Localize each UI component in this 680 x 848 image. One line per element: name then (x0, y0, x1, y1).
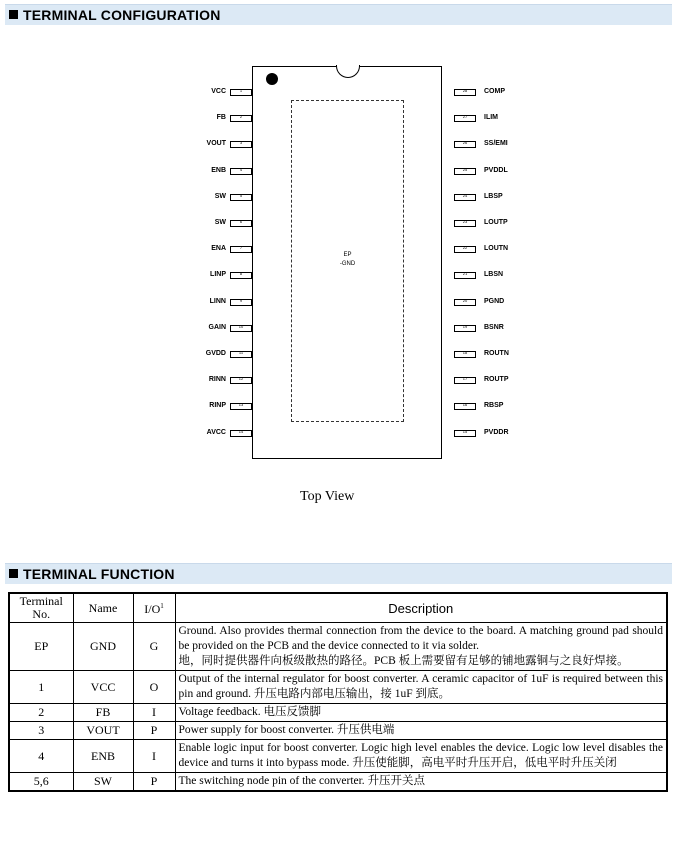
section-bullet-icon (9, 569, 18, 578)
description-english: Enable logic input for boost converter. Logic high level enables the device. Logic low level disables the device and turns it into bypass mode. (178, 742, 663, 769)
pin-right-27 (454, 115, 476, 122)
pin-right-17 (454, 377, 476, 384)
pin-right-23 (454, 220, 476, 227)
pin-name-right: BSNR (484, 324, 504, 331)
cell-terminal-no: 1 (9, 671, 73, 704)
pin-name-left: SW (214, 193, 226, 200)
cell-name: SW (73, 773, 133, 792)
cell-description (175, 773, 667, 792)
pin-number: 14 (238, 429, 244, 434)
pin-left-3 (230, 141, 252, 148)
cell-terminal-no: 3 (9, 722, 73, 740)
description-chinese: 地，同时提供器件向板级散热的路径。PCB 板上需要留有足够的铺地露铜与之良好焊接。 (178, 655, 629, 667)
pin-number: 19 (462, 324, 468, 329)
description-chinese: 升压供电端 (334, 724, 395, 736)
pin-number: 9 (239, 298, 243, 303)
pin-name-left: GVDD (205, 350, 226, 357)
pin-name-left: VOUT (206, 140, 226, 147)
terminal-function-table (8, 592, 668, 792)
pin-left-5 (230, 194, 252, 201)
pin-number: 16 (462, 402, 468, 407)
pin-name-left: LINP (210, 271, 226, 278)
cell-io: I (133, 704, 175, 722)
exposed-pad (291, 100, 404, 422)
cell-terminal-no: 2 (9, 704, 73, 722)
pin-number: 22 (462, 245, 468, 250)
table-row (9, 722, 667, 740)
cell-name: VCC (73, 671, 133, 704)
description-chinese: 升压开关点 (364, 775, 426, 787)
pin-right-16 (454, 403, 476, 410)
pin-left-14 (230, 430, 252, 437)
pin-name-right: PGND (484, 298, 505, 305)
pin-left-4 (230, 168, 252, 175)
pin-name-left: RINN (208, 376, 226, 383)
pin-number: 8 (239, 271, 243, 276)
header-terminal-no (9, 593, 73, 623)
pin-right-26 (454, 141, 476, 148)
table-row (9, 671, 667, 704)
table-header-row (9, 593, 667, 623)
pin-right-15 (454, 430, 476, 437)
pin-right-20 (454, 299, 476, 306)
pin-right-25 (454, 168, 476, 175)
pin-name-left: VCC (211, 88, 226, 95)
pin-number: 4 (239, 167, 243, 172)
table-row (9, 740, 667, 773)
pin-number: 11 (238, 350, 244, 355)
table-row (9, 623, 667, 671)
cell-terminal-no: 4 (9, 740, 73, 773)
pin-name-right: SS/EMI (484, 140, 508, 147)
pin-number: 1 (239, 88, 243, 93)
cell-terminal-no: EP (9, 623, 73, 671)
pin-name-right: ROUTP (484, 376, 509, 383)
cell-name: FB (73, 704, 133, 722)
terminal-configuration-header (5, 4, 672, 25)
pin-number: 25 (462, 167, 468, 172)
ic-package-body (252, 66, 442, 459)
cell-io: P (133, 773, 175, 792)
description-english: Voltage feedback. (178, 706, 261, 718)
diagram-caption: Top View (300, 489, 355, 504)
pin-number: 5 (239, 193, 243, 198)
header-name: Name (73, 593, 133, 623)
pin-name-right: RBSP (484, 402, 504, 409)
cell-description (175, 704, 667, 722)
pin-name-right: LOUTN (484, 245, 509, 252)
header-io (133, 593, 175, 623)
pin-number: 18 (462, 350, 468, 355)
pin-name-left: RINP (209, 402, 226, 409)
pin-number: 21 (462, 271, 468, 276)
pin-number: 28 (462, 88, 468, 93)
pin-number: 13 (238, 402, 244, 407)
header-terminal-line1: Terminal (19, 594, 63, 608)
pin-left-10 (230, 325, 252, 332)
pin-name-right: LOUTP (484, 219, 508, 226)
pin-number: 15 (462, 429, 468, 434)
pin-left-13 (230, 403, 252, 410)
pin-number: 23 (462, 219, 468, 224)
description-chinese: 升压电路内部电压输出，接 1uF 到底。 (251, 688, 451, 700)
cell-io: G (133, 623, 175, 671)
section-title: TERMINAL FUNCTION (23, 566, 175, 582)
pin-name-right: LBSN (484, 271, 504, 278)
pin-name-right: LBSP (484, 193, 503, 200)
pin-name-left: LINN (209, 298, 226, 305)
pin-number: 2 (239, 114, 243, 119)
description-english: Output of the internal regulator for boost converter. A ceramic capacitor of 1uF is required between this pin and ground. (178, 673, 663, 700)
pin-number: 6 (239, 219, 243, 224)
pin-left-1 (230, 89, 252, 96)
pin-left-12 (230, 377, 252, 384)
pin-number: 3 (239, 140, 243, 145)
pin-name-left: AVCC (206, 429, 226, 436)
cell-name: VOUT (73, 722, 133, 740)
pin-number: 27 (462, 114, 468, 119)
cell-description (175, 623, 667, 671)
pin-right-24 (454, 194, 476, 201)
pin-number: 24 (462, 193, 468, 198)
pin-right-22 (454, 246, 476, 253)
ep-label-line1: EP (343, 252, 352, 258)
description-chinese: 升压使能脚，高电平时升压开启，低电平时升压关闭 (349, 757, 617, 769)
cell-terminal-no: 5,6 (9, 773, 73, 792)
package-notch (336, 65, 360, 78)
exposed-pad-label (292, 251, 403, 269)
pin-name-left: ENA (211, 245, 226, 252)
pin-right-28 (454, 89, 476, 96)
pin-name-right: COMP (484, 88, 505, 95)
pin-number: 12 (238, 376, 244, 381)
cell-io: I (133, 740, 175, 773)
cell-description (175, 740, 667, 773)
cell-description (175, 722, 667, 740)
pin-number: 7 (239, 245, 243, 250)
table-body (9, 623, 667, 792)
section-title: TERMINAL CONFIGURATION (23, 7, 221, 23)
cell-name: ENB (73, 740, 133, 773)
pin-left-11 (230, 351, 252, 358)
pin1-indicator-dot (266, 73, 278, 85)
pin-left-2 (230, 115, 252, 122)
pin-left-6 (230, 220, 252, 227)
pin-left-8 (230, 272, 252, 279)
pin-name-left: SW (214, 219, 226, 226)
pin-name-right: ROUTN (484, 350, 509, 357)
section-bullet-icon (9, 10, 18, 19)
pin-name-left: FB (216, 114, 226, 121)
pin-number: 26 (462, 140, 468, 145)
ep-label-line2: -GND (339, 261, 356, 267)
pin-name-left: ENB (211, 167, 226, 174)
terminal-function-header (5, 563, 672, 584)
cell-description (175, 671, 667, 704)
cell-io: P (133, 722, 175, 740)
pin-name-right: ILIM (484, 114, 498, 121)
table-row (9, 773, 667, 792)
header-description: Description (175, 593, 667, 623)
pin-number: 10 (238, 324, 244, 329)
header-terminal-line2: No. (32, 607, 51, 621)
pin-right-21 (454, 272, 476, 279)
description-english: Power supply for boost converter. (178, 724, 335, 736)
description-english: The switching node pin of the converter. (178, 775, 365, 787)
pin-right-18 (454, 351, 476, 358)
description-chinese: 电压反馈脚 (260, 706, 322, 718)
header-io-label: I/O (144, 602, 161, 616)
pin-name-right: PVDDR (484, 429, 509, 436)
pin-number: 20 (462, 298, 468, 303)
pin-number: 17 (462, 376, 468, 381)
cell-name: GND (73, 623, 133, 671)
pin-name-right: PVDDL (484, 167, 508, 174)
cell-io: O (133, 671, 175, 704)
pin-name-left: GAIN (208, 324, 226, 331)
table-row (9, 704, 667, 722)
pin-left-9 (230, 299, 252, 306)
description-english: Ground. Also provides thermal connection from the device to the board. A matching ground pad should be provided on the PCB and the device connected to it via solder. (178, 625, 663, 652)
pin-right-19 (454, 325, 476, 332)
header-io-footnote: 1 (160, 602, 164, 610)
pin-left-7 (230, 246, 252, 253)
